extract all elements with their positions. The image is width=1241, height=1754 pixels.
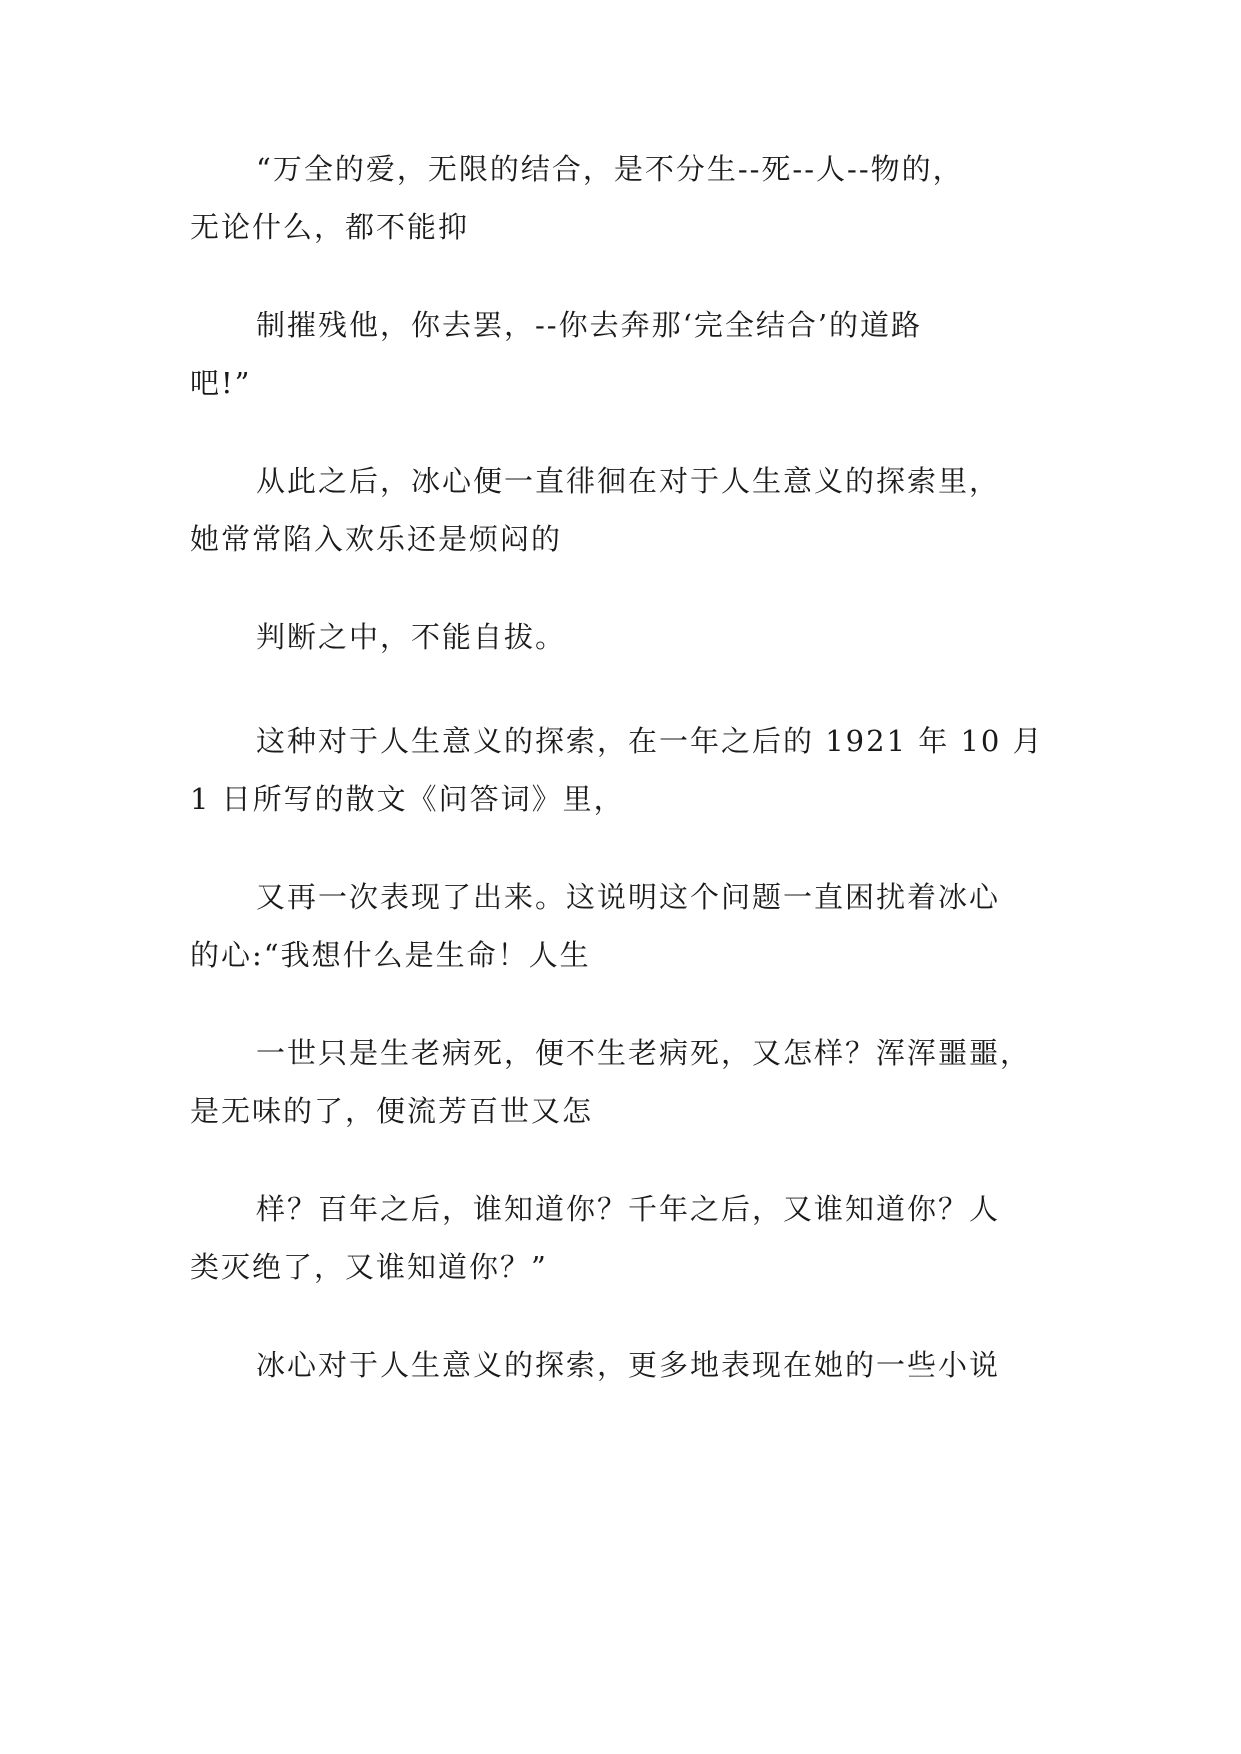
paragraph-line: 1 日所写的散文《问答词》里，: [190, 782, 625, 816]
paragraph-line: 判断之中，不能自拔。: [256, 620, 567, 654]
paragraph-line: 一世只是生老病死，便不生老病死，又怎样？浑浑噩噩，: [256, 1036, 1032, 1070]
paragraph-9: [190, 1336, 1070, 1394]
paragraph-6: [190, 868, 1070, 984]
paragraph-line: 她常常陷入欢乐还是烦闷的: [190, 522, 563, 556]
paragraph-8: [190, 1180, 1070, 1296]
paragraph-line: 类灭绝了，又谁知道你？”: [190, 1250, 548, 1284]
paragraph-line: 的心:“我想什么是生命！人生: [190, 938, 591, 972]
paragraph-1: [190, 140, 1070, 256]
paragraph-3: [190, 452, 1070, 568]
paragraph-line: 样？百年之后，谁知道你？千年之后，又谁知道你？人: [256, 1192, 1001, 1226]
paragraph-line: “万全的爱，无限的结合，是不分生--死--人--物的，: [256, 152, 964, 186]
paragraph-4: [190, 608, 1070, 666]
paragraph-line: 又再一次表现了出来。这说明这个问题一直困扰着冰心: [256, 880, 1001, 914]
paragraph-line: 吧!”: [190, 366, 252, 400]
paragraph-line: 无论什么，都不能抑: [190, 210, 470, 244]
paragraph-7: [190, 1024, 1070, 1140]
paragraph-line: 从此之后，冰心便一直徘徊在对于人生意义的探索里，: [256, 464, 1001, 498]
paragraph-line: 这种对于人生意义的探索，在一年之后的 1921 年 10 月: [256, 724, 1044, 758]
paragraph-line: 是无味的了，便流芳百世又怎: [190, 1094, 594, 1128]
paragraph-5: [190, 712, 1070, 828]
paragraph-line: 冰心对于人生意义的探索，更多地表现在她的一些小说: [256, 1348, 1001, 1382]
paragraph-2: [190, 296, 1070, 412]
paragraph-line: 制摧残他，你去罢，--你去奔那‘完全结合’的道路: [256, 308, 923, 342]
